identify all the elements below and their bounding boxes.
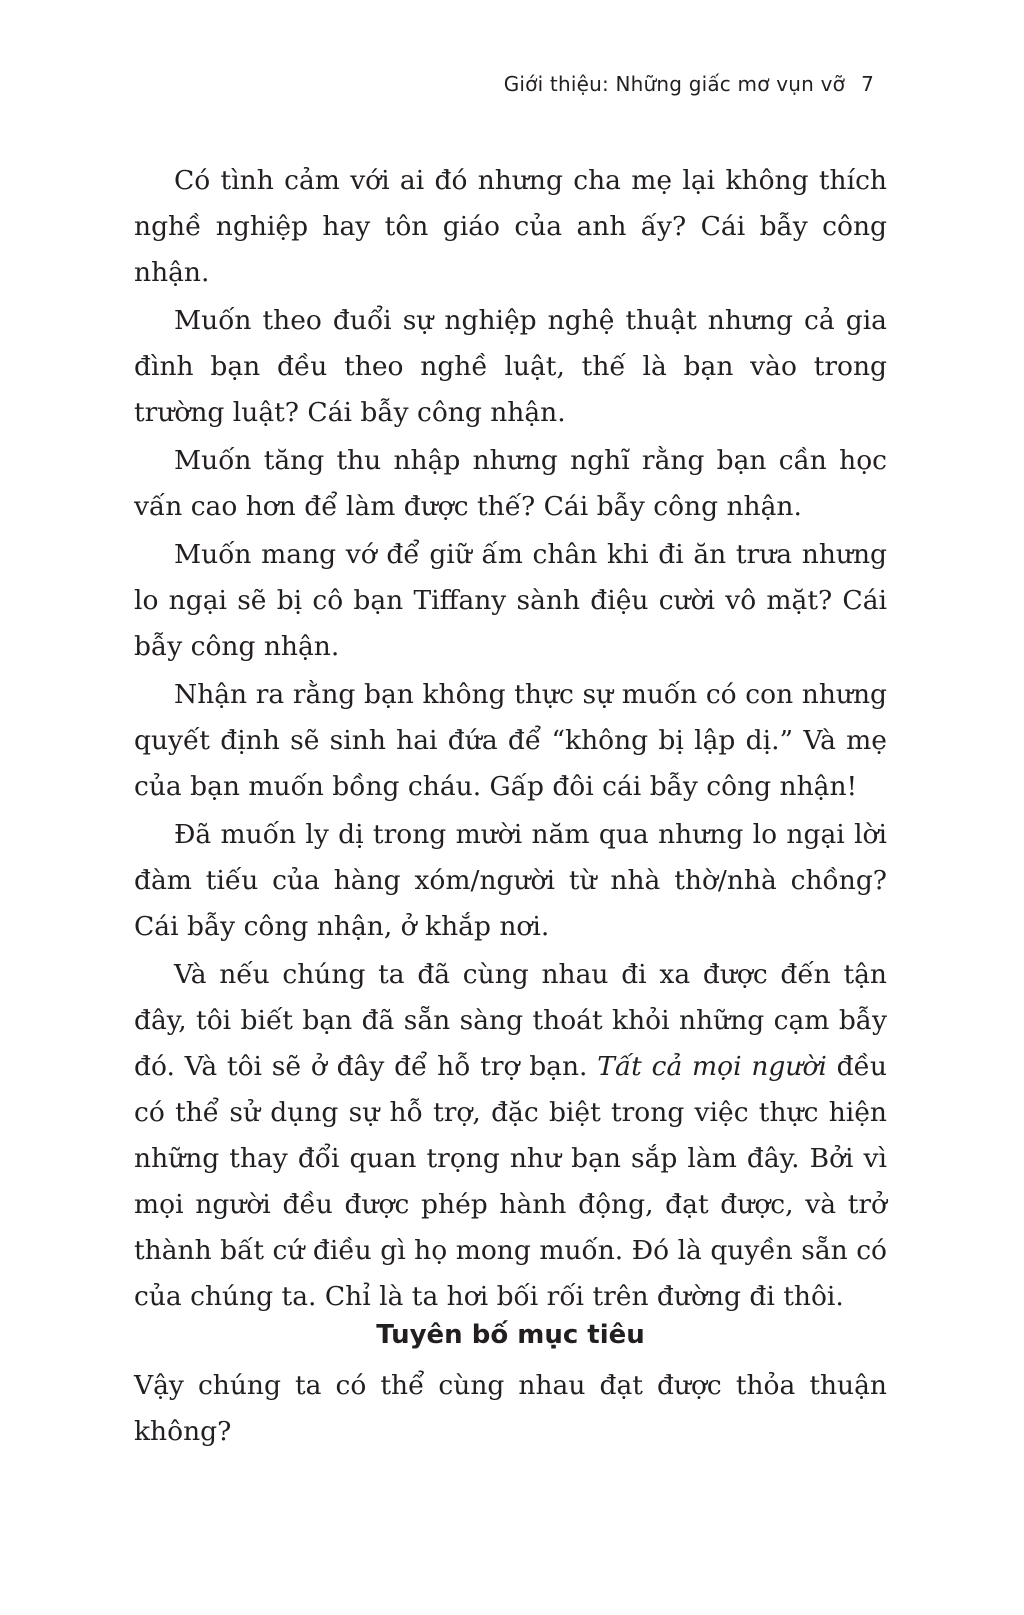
section-heading: Tuyên bố mục tiêu — [376, 1320, 645, 1350]
paragraph-support — [134, 952, 887, 1320]
support-text-start: Và nếu chúng ta đã cùng nhau đi xa được đến tận đây, tôi biết bạn đã sẵn sàng thoát khỏi những cạm bẫy đó. Và tôi sẽ ở đây để hỗ trợ bạn. — [134, 959, 887, 1082]
support-text-emphasis: Tất cả mọi người — [597, 1051, 827, 1082]
running-head — [504, 72, 874, 96]
paragraph-parental-approval: Có tình cảm với ai đó nhưng cha mẹ lại không thích nghề nghiệp hay tôn giáo của anh ấy? Cái bẫy công nhận. — [134, 165, 887, 288]
support-text-end: đều có thể sử dụng sự hỗ trợ, đặc biệt trong việc thực hiện những thay đổi quan trọng như bạn sắp làm đây. Bởi vì mọi người đều được phép hành động, đạt được, và trở thành bất cứ điều gì họ mong muốn. Đó là quyền sẵn có của chúng ta. Chỉ là ta hơi bối rối trên đường đi thôi. — [134, 1051, 888, 1312]
paragraph-income: Muốn tăng thu nhập nhưng nghĩ rằng bạn cần học vấn cao hơn để làm được thế? Cái bẫy công nhận. — [134, 445, 887, 522]
page-number: 7 — [861, 72, 874, 96]
paragraph-children: Nhận ra rằng bạn không thực sự muốn có con nhưng quyết định sẽ sinh hai đứa để “không bị lập dị.” Và mẹ của bạn muốn bồng cháu. Gấp đôi cái bẫy công nhận! — [134, 679, 887, 802]
section-paragraph: Vậy chúng ta có thể cùng nhau đạt được thỏa thuận không? — [134, 1370, 887, 1447]
paragraph-divorce: Đã muốn ly dị trong mười năm qua nhưng lo ngại lời đàm tiếu của hàng xóm/người từ nhà thờ/nhà chồng? Cái bẫy công nhận, ở khắp nơi. — [134, 819, 887, 942]
paragraph-art-career: Muốn theo đuổi sự nghiệp nghệ thuật nhưng cả gia đình bạn đều theo nghề luật, thế là bạn vào trong trường luật? Cái bẫy công nhận. — [134, 305, 887, 428]
running-head-title: Giới thiệu: Những giấc mơ vụn vỡ — [503, 72, 846, 96]
paragraph-socks: Muốn mang vớ để giữ ấm chân khi đi ăn trưa nhưng lo ngại sẽ bị cô bạn Tiffany sành điệu cười vô mặt? Cái bẫy công nhận. — [134, 539, 887, 662]
body-text — [134, 158, 887, 1322]
